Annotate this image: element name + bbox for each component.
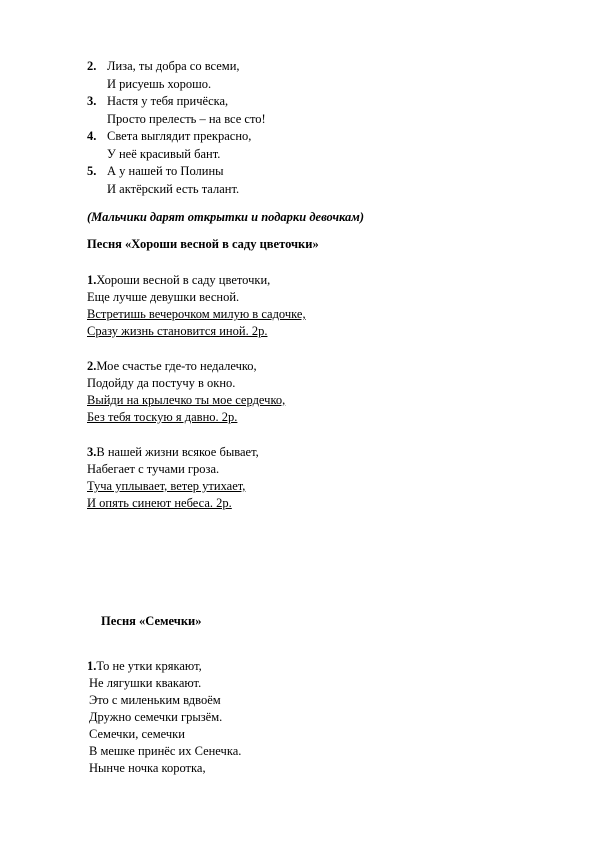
poem-stanza-4-line2: У неё красивый бант.	[107, 147, 221, 161]
song1-verse3-line4: И опять синеют небеса. 2р.	[87, 496, 232, 510]
poem-stanza-3-line1: 3. Настя у тебя причёска,	[87, 94, 229, 108]
song2-line3: Это с миленьким вдвоём	[89, 693, 221, 707]
song2-line6: В мешке принёс их Сенечка.	[89, 744, 242, 758]
song2-line4: Дружно семечки грызём.	[89, 710, 223, 724]
song1-verse1-line1: 1.Хороши весной в саду цветочки,	[87, 273, 271, 287]
song1-verse2-line2: Подойду да постучу в окно.	[87, 376, 236, 390]
song1-verse1-line3: Встретишь вечерочком милую в садочке,	[87, 307, 306, 321]
song2-line2: Не лягушки квакают.	[89, 676, 202, 690]
poem-stanza-4-line1: 4. Света выглядит прекрасно,	[87, 129, 252, 143]
poem-stanza-2-line2: И рисуешь хорошо.	[107, 77, 212, 91]
song2-line7: Нынче ночка коротка,	[89, 761, 206, 775]
poem-stanza-3-line2: Просто прелесть – на все сто!	[107, 112, 266, 126]
song1-verse3-line1: 3.В нашей жизни всякое бывает,	[87, 445, 259, 459]
poem-stanza-2-line1: 2. Лиза, ты добра со всеми,	[87, 59, 240, 73]
poem-stanza-5-line1: 5. А у нашей то Полины	[87, 164, 224, 178]
song1-verse2-line1: 2.Мое счастье где-то недалечко,	[87, 359, 257, 373]
song2-title: Песня «Семечки»	[101, 614, 202, 628]
song1-verse2-line3: Выйди на крылечко ты мое сердечко,	[87, 393, 286, 407]
poem-stanza-5-line2: И актёрский есть талант.	[107, 182, 240, 196]
song1-verse3-line2: Набегает с тучами гроза.	[87, 462, 220, 476]
song2-line5: Семечки, семечки	[89, 727, 185, 741]
song1-title: Песня «Хороши весной в саду цветочки»	[87, 237, 319, 251]
song1-verse1-line4: Сразу жизнь становится иной. 2р.	[87, 324, 268, 338]
song1-verse3-line3: Туча уплывает, ветер утихает,	[87, 479, 246, 493]
song2-line1: 1.То не утки крякают,	[87, 659, 202, 673]
stage-direction: (Мальчики дарят открытки и подарки девочкам)	[87, 210, 365, 224]
song1-verse2-line4: Без тебя тоскую я давно. 2р.	[87, 410, 238, 424]
song1-verse1-line2: Еще лучше девушки весной.	[87, 290, 240, 304]
